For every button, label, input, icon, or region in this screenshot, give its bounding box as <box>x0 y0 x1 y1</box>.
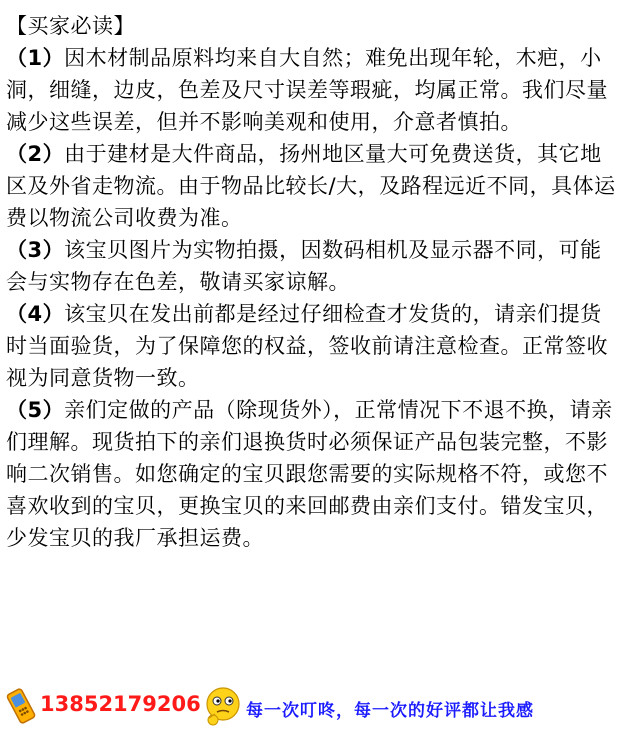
notice-item-number: （2） <box>6 142 65 166</box>
notice-title: 【买家必读】 <box>6 14 135 38</box>
notice-item-number: （3） <box>6 238 65 262</box>
notice-item-number: （5） <box>6 398 65 422</box>
notice-item-3 <box>6 234 618 298</box>
notice-item-2 <box>6 138 618 234</box>
notice-item-text: 该宝贝在发出前都是经过仔细检查才发货的，请亲们提货时当面验货，为了保障您的权益，签收前请注意检查。正常签收视为同意货物一致。 <box>6 302 608 390</box>
notice-item-4 <box>6 298 618 394</box>
contact-bar <box>0 672 620 729</box>
mobile-phone-icon <box>4 686 38 726</box>
phone-number: 13852179206 <box>40 692 201 716</box>
notice-item-text: 因木材制品原料均来自大自然；难免出现年轮，木疤，小洞，细缝，边皮，色差及尺寸误差等瑕疵，均属正常。我们尽量减少这些误差，但并不影响美观和使用，介意者慎拍。 <box>6 46 608 134</box>
notice-item-text: 亲们定做的产品（除现货外），正常情况下不退不换，请亲们理解。现货拍下的亲们退换货时必须保证产品包装完整，不影响二次销售。如您确定的宝贝跟您需要的实际规格不符，或您不喜欢收到的宝贝，更换宝贝的来回邮费由亲们支付。错发宝贝，少发宝贝的我厂承担运费。 <box>6 398 613 550</box>
thinking-face-icon <box>203 684 243 728</box>
buyer-notice <box>6 10 618 554</box>
notice-item-1 <box>6 42 618 138</box>
notice-item-text: 该宝贝图片为实物拍摄，因数码相机及显示器不同，可能会与实物存在色差，敬请买家谅解。 <box>6 238 602 294</box>
notice-item-number: （4） <box>6 302 65 326</box>
notice-item-5 <box>6 394 618 554</box>
notice-item-text: 由于建材是大件商品，扬州地区量大可免费送货，其它地区及外省走物流。由于物品比较长/大，及路程远近不同，具体运费以物流公司收费为准。 <box>6 142 616 230</box>
slogan-text: 每一次叮咚，每一次的好评都让我感 <box>246 701 534 721</box>
notice-item-number: （1） <box>6 46 65 70</box>
